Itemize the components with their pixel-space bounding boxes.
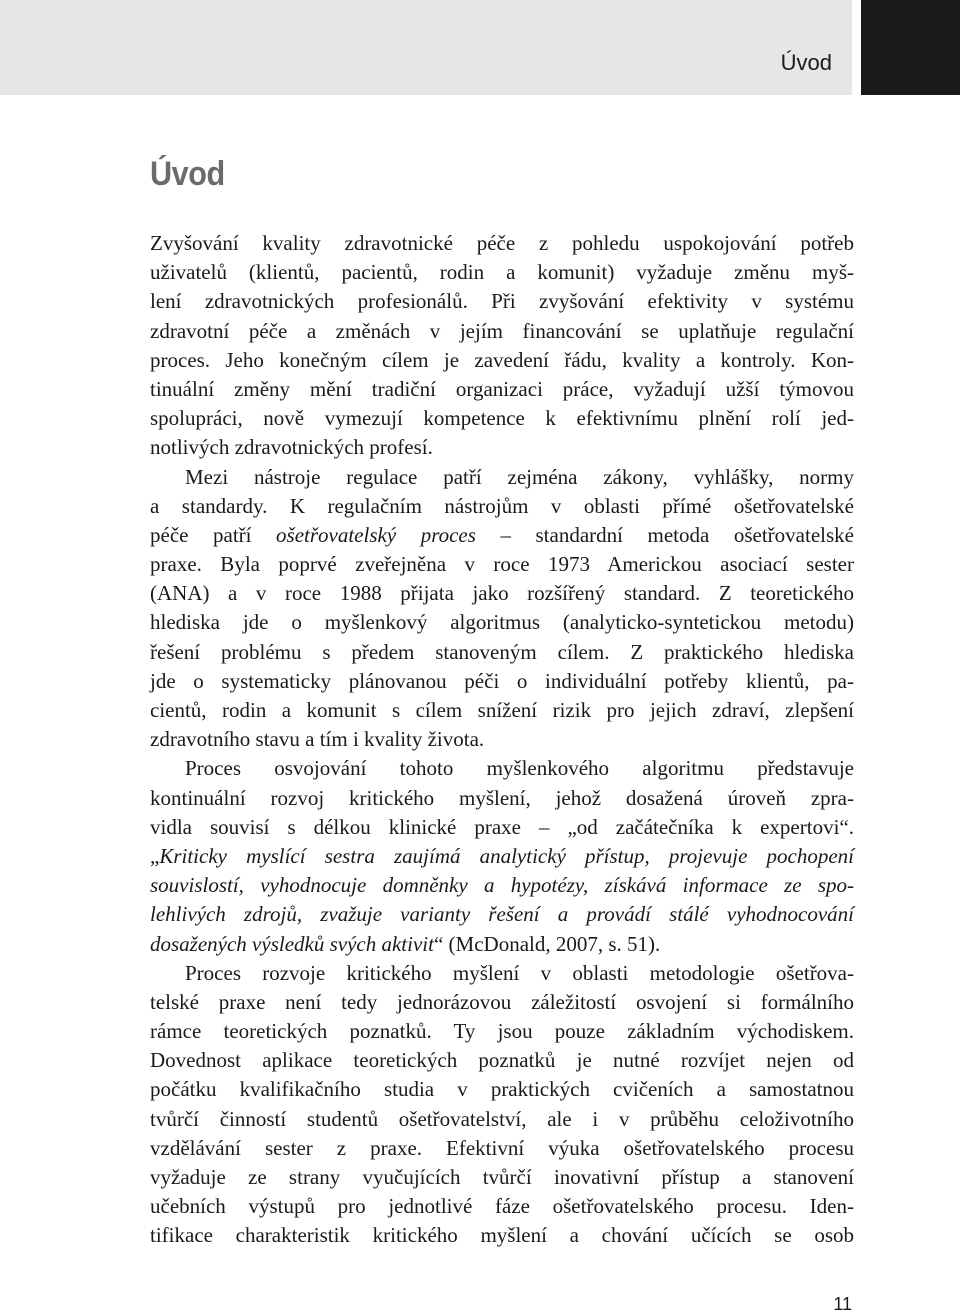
text-line xyxy=(150,492,854,521)
text-line xyxy=(150,1192,854,1221)
text-line xyxy=(150,433,854,462)
text-line xyxy=(150,1134,854,1163)
text-line xyxy=(150,1046,854,1075)
body-text xyxy=(150,229,854,1251)
text-run: spolupráci, nově vymezují kompetence k efektivnímu plnění rolí jed- xyxy=(150,406,854,431)
text-line xyxy=(150,1017,854,1046)
text-line xyxy=(150,229,854,258)
text-line xyxy=(150,842,854,871)
italic-run: Kriticky myslící sestra zaujímá analytický přístup, projevuje pochopení xyxy=(159,843,854,868)
text-run: notlivých zdravotnických profesí. xyxy=(150,435,433,460)
text-run: cientů, rodin a komunit s cílem snížení rizik pro jejich zdraví, zlepšení xyxy=(150,698,854,722)
text-line xyxy=(150,1075,854,1104)
text-run: rámce teoretických poznatků. Ty jsou pouze základním východiskem. xyxy=(150,1019,854,1044)
text-run: lení zdravotnických profesionálů. Při zvyšování efektivity v systému xyxy=(150,289,854,314)
text-line xyxy=(150,579,854,608)
text-run: učebních výstupů pro jednotlivé fáze ošetřovatelského procesu. Iden- xyxy=(150,1194,854,1219)
italic-run: ošetřovatelský proces xyxy=(276,522,476,547)
text-line xyxy=(150,900,854,929)
text-run: “ (McDonald, 2007, s. 51). xyxy=(433,931,661,956)
text-run: praxe. Byla poprvé zveřejněna v roce 1973 Americkou asociací sester xyxy=(150,552,854,577)
text-run: – standardní metoda ošetřovatelské xyxy=(475,522,854,547)
text-line xyxy=(150,1163,854,1192)
page-number: 11 xyxy=(833,1294,852,1314)
text-run: (ANA) a v roce 1988 přijata jako rozšířený standard. Z teoretického xyxy=(150,581,854,606)
text-line xyxy=(150,667,854,696)
running-header-title: Úvod xyxy=(780,50,832,75)
text-line xyxy=(150,725,854,754)
text-line xyxy=(150,258,854,287)
text-run: počátku kvalifikačního studia v praktických cvičeních a samostatnou xyxy=(150,1077,854,1102)
text-line xyxy=(150,959,854,988)
text-run: zdravotní péče a změnách v jejím financování se uplatňuje regulační xyxy=(150,318,854,343)
text-line xyxy=(150,375,854,404)
chapter-title: Úvod xyxy=(150,155,225,193)
text-run: kontinuální rozvoj kritického myšlení, jehož dosažená úroveň zpra- xyxy=(150,785,854,810)
text-run: Mezi nástroje regulace patří zejména zákony, vyhlášky, normy xyxy=(185,464,854,489)
text-run: Proces osvojování tohoto myšlenkového algoritmu představuje xyxy=(185,756,854,781)
text-run: Proces rozvoje kritického myšlení v oblasti metodologie ošetřova- xyxy=(185,960,854,985)
text-line xyxy=(150,404,854,433)
text-line xyxy=(150,287,854,316)
text-line xyxy=(150,638,854,667)
text-line xyxy=(150,784,854,813)
text-run: a standardy. K regulačním nástrojům v oblasti přímé ošetřovatelské xyxy=(150,493,854,518)
text-run: jde o systematicky plánovanou péči o individuální potřeby klientů, pa- xyxy=(150,668,854,693)
text-run: telské praxe není tedy jednorázovou záležitostí osvojení si formálního xyxy=(150,989,854,1014)
italic-run: souvislostí, vyhodnocuje domněnky a hypotézy, získává informace ze spo- xyxy=(150,873,854,898)
text-run: hlediska jde o myšlenkový algoritmus (analyticko-syntetickou metodu) xyxy=(150,610,854,635)
text-line xyxy=(150,608,854,637)
text-line xyxy=(150,754,854,783)
running-header xyxy=(0,0,852,95)
text-run: tifikace charakteristik kritického myšlení a chování učících se osob xyxy=(150,1223,854,1248)
italic-run: lehlivých zdrojů, zvažuje varianty řešení a provádí stálé vyhodnocování xyxy=(150,902,854,927)
text-line xyxy=(150,871,854,900)
text-run: Dovednost aplikace teoretických poznatků je nutné rozvíjet nejen od xyxy=(150,1048,854,1073)
text-run: proces. Jeho konečným cílem je zavedení řádu, kvality a kontroly. Kon- xyxy=(150,347,854,372)
text-line xyxy=(150,346,854,375)
text-line xyxy=(150,988,854,1017)
italic-run: dosažených výsledků svých aktivit xyxy=(150,931,434,956)
text-line xyxy=(150,696,854,725)
text-line xyxy=(150,521,854,550)
text-run: vyžaduje ze strany vyučujících tvůrčí inovativní přístup a stanovení xyxy=(150,1165,854,1189)
text-line xyxy=(150,1221,854,1250)
text-run: uživatelů (klientů, pacientů, rodin a komunit) vyžaduje změnu myš- xyxy=(150,260,854,285)
text-line xyxy=(150,550,854,579)
chapter-thumb-tab xyxy=(861,0,960,95)
text-run: tinuální změny mění tradiční organizaci práce, vyžadují užší týmovou xyxy=(150,376,854,401)
text-line xyxy=(150,1105,854,1134)
text-run: péče patří xyxy=(150,522,277,547)
text-run: vzdělávání sester z praxe. Efektivní výuka ošetřovatelského procesu xyxy=(150,1135,854,1160)
text-line xyxy=(150,463,854,492)
text-run: zdravotního stavu a tím i kvality života. xyxy=(150,727,485,752)
text-line xyxy=(150,317,854,346)
text-run: Zvyšování kvality zdravotnické péče z pohledu uspokojování potřeb xyxy=(150,231,854,255)
text-run: vidla souvisí s délkou klinické praxe – „od začátečníka k expertovi“. xyxy=(150,814,854,839)
text-run: tvůrčí činností studentů ošetřovatelství, ale i v průběhu celoživotního xyxy=(150,1106,854,1131)
text-run: řešení problému s předem stanoveným cílem. Z praktického hlediska xyxy=(150,639,854,664)
text-line xyxy=(150,930,854,959)
text-run: „ xyxy=(150,843,160,868)
text-line xyxy=(150,813,854,842)
